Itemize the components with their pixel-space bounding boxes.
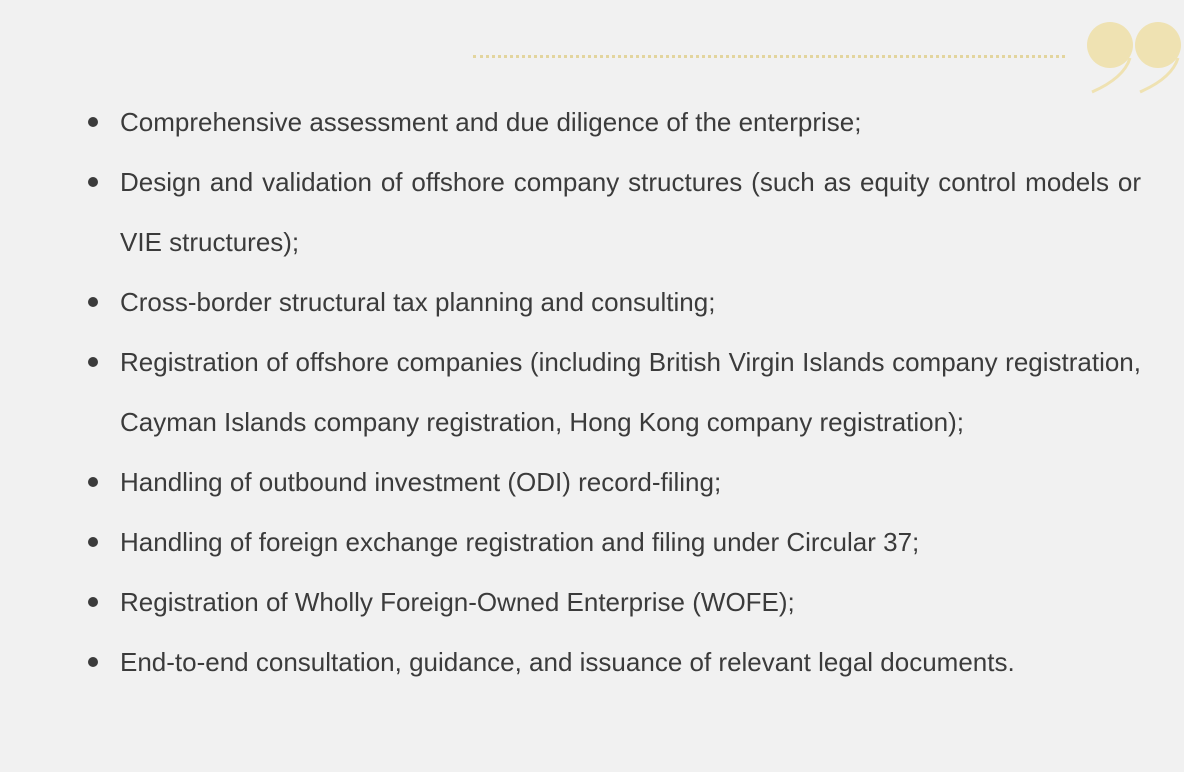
list-item: [88, 92, 1141, 152]
list-item: [88, 272, 1141, 332]
bullet-dot-icon: [88, 477, 98, 487]
list-item: [88, 632, 1141, 692]
bullet-dot-icon: [88, 537, 98, 547]
list-item-text: Cross-border structural tax planning and consulting;: [120, 287, 716, 317]
list-item: [88, 152, 1141, 272]
list-item: [88, 452, 1141, 512]
closing-quote-icon: [1084, 18, 1184, 96]
bullet-dot-icon: [88, 657, 98, 667]
bullet-dot-icon: [88, 357, 98, 367]
bullet-dot-icon: [88, 117, 98, 127]
list-item-text: End-to-end consultation, guidance, and issuance of relevant legal documents.: [120, 647, 1015, 677]
list-item: [88, 572, 1141, 632]
service-list: [88, 92, 1141, 692]
list-item: [88, 332, 1141, 452]
list-item-text: Registration of offshore companies (including British Virgin Islands company registration, Cayman Islands company registration, Hong Kong company registration);: [120, 347, 1141, 437]
list-item: [88, 512, 1141, 572]
list-item-text: Registration of Wholly Foreign-Owned Enterprise (WOFE);: [120, 587, 795, 617]
header-decoration: [0, 0, 1184, 100]
list-item-text: Handling of foreign exchange registration and filing under Circular 37;: [120, 527, 920, 557]
list-item-text: Comprehensive assessment and due diligence of the enterprise;: [120, 107, 862, 137]
bullet-dot-icon: [88, 597, 98, 607]
dotted-divider: [473, 55, 1065, 58]
list-item-text: Design and validation of offshore company structures (such as equity control models or VIE structures);: [120, 167, 1141, 257]
list-item-text: Handling of outbound investment (ODI) record-filing;: [120, 467, 722, 497]
bullet-dot-icon: [88, 297, 98, 307]
bullet-dot-icon: [88, 177, 98, 187]
